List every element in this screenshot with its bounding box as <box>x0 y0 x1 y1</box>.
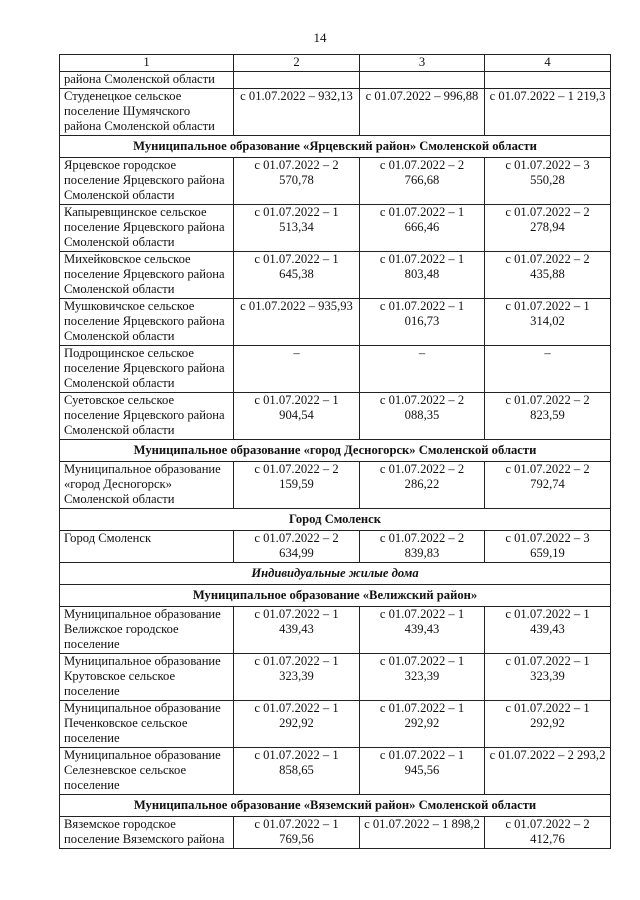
table-row <box>60 252 611 299</box>
tariff-value: – <box>485 346 611 393</box>
section-heading-row <box>60 585 611 607</box>
tariff-value: – <box>234 346 360 393</box>
table-row <box>60 346 611 393</box>
column-header: 3 <box>360 55 485 72</box>
tariff-value: с 01.07.2022 – 1 858,65 <box>234 748 360 795</box>
municipality-name: Муниципальное образование «город Десногорск» Смоленской области <box>60 462 234 509</box>
municipality-name: Муниципальное образование Селезневское сельское поселение <box>60 748 234 795</box>
tariff-value: с 01.07.2022 – 2 766,68 <box>360 158 485 205</box>
municipality-name: Михейковское сельское поселение Ярцевского района Смоленской области <box>60 252 234 299</box>
section-heading-row <box>60 440 611 462</box>
tariff-value: с 01.07.2022 – 1 314,02 <box>485 299 611 346</box>
tariff-value: с 01.07.2022 – 1 016,73 <box>360 299 485 346</box>
tariff-table <box>59 54 611 849</box>
section-heading: Индивидуальные жилые дома <box>60 563 611 585</box>
tariff-value: с 01.07.2022 – 1 292,92 <box>485 701 611 748</box>
page-number: 14 <box>313 30 327 45</box>
tariff-value: с 01.07.2022 – 2 823,59 <box>485 393 611 440</box>
tariff-value: с 01.07.2022 – 3 550,28 <box>485 158 611 205</box>
tariff-value: с 01.07.2022 – 1 769,56 <box>234 817 360 849</box>
municipality-name: Муниципальное образование Велижское городское поселение <box>60 607 234 654</box>
municipality-name: Студенецкое сельское поселение Шумячского района Смоленской области <box>60 89 234 136</box>
section-heading-row <box>60 795 611 817</box>
section-heading: Город Смоленск <box>60 509 611 531</box>
municipality-name: Ярцевское городское поселение Ярцевского района Смоленской области <box>60 158 234 205</box>
column-header: 4 <box>485 55 611 72</box>
section-heading-row <box>60 136 611 158</box>
tariff-value: с 01.07.2022 – 3 659,19 <box>485 531 611 563</box>
tariff-value: с 01.07.2022 – 1 292,92 <box>234 701 360 748</box>
tariff-value: с 01.07.2022 – 2 634,99 <box>234 531 360 563</box>
tariff-value: с 01.07.2022 – 932,13 <box>234 89 360 136</box>
table-row <box>60 531 611 563</box>
section-heading: Муниципальное образование «Вяземский район» Смоленской области <box>60 795 611 817</box>
municipality-name: Муниципальное образование Печенковское сельское поселение <box>60 701 234 748</box>
column-header: 1 <box>60 55 234 72</box>
tariff-value: с 01.07.2022 – 935,93 <box>234 299 360 346</box>
column-header: 2 <box>234 55 360 72</box>
section-heading-row <box>60 509 611 531</box>
section-heading-row <box>60 563 611 585</box>
tariff-value: с 01.07.2022 – 2 839,83 <box>360 531 485 563</box>
tariff-value: с 01.07.2022 – 2 088,35 <box>360 393 485 440</box>
tariff-value: с 01.07.2022 – 1 439,43 <box>234 607 360 654</box>
section-heading: Муниципальное образование «город Десногорск» Смоленской области <box>60 440 611 462</box>
tariff-value: с 01.07.2022 – 1 666,46 <box>360 205 485 252</box>
table-row <box>60 701 611 748</box>
tariff-value: с 01.07.2022 – 1 323,39 <box>485 654 611 701</box>
tariff-value: с 01.07.2022 – 2 792,74 <box>485 462 611 509</box>
table-row <box>60 393 611 440</box>
tariff-value: с 01.07.2022 – 1 945,56 <box>360 748 485 795</box>
tariff-value: с 01.07.2022 – 1 439,43 <box>485 607 611 654</box>
tariff-value: с 01.07.2022 – 2 278,94 <box>485 205 611 252</box>
section-heading: Муниципальное образование «Ярцевский район» Смоленской области <box>60 136 611 158</box>
table-row <box>60 748 611 795</box>
tariff-value: с 01.07.2022 – 1 645,38 <box>234 252 360 299</box>
tariff-value: с 01.07.2022 – 1 904,54 <box>234 393 360 440</box>
tariff-value <box>234 72 360 89</box>
tariff-value: с 01.07.2022 – 2 435,88 <box>485 252 611 299</box>
tariff-value: с 01.07.2022 – 1 323,39 <box>234 654 360 701</box>
tariff-value: с 01.07.2022 – 1 292,92 <box>360 701 485 748</box>
table-row <box>60 205 611 252</box>
tariff-value: с 01.07.2022 – 2 293,2 <box>485 748 611 795</box>
municipality-name: Город Смоленск <box>60 531 234 563</box>
tariff-value: с 01.07.2022 – 2 159,59 <box>234 462 360 509</box>
tariff-value: с 01.07.2022 – 996,88 <box>360 89 485 136</box>
municipality-name: Муниципальное образование Крутовское сельское поселение <box>60 654 234 701</box>
tariff-value: с 01.07.2022 – 2 412,76 <box>485 817 611 849</box>
tariff-value: с 01.07.2022 – 1 898,2 <box>360 817 485 849</box>
municipality-name: Мушковичское сельское поселение Ярцевского района Смоленской области <box>60 299 234 346</box>
tariff-value: с 01.07.2022 – 1 219,3 <box>485 89 611 136</box>
table-row <box>60 89 611 136</box>
tariff-value: с 01.07.2022 – 2 286,22 <box>360 462 485 509</box>
table-row <box>60 462 611 509</box>
tariff-value: – <box>360 346 485 393</box>
tariff-value: с 01.07.2022 – 1 439,43 <box>360 607 485 654</box>
table-row <box>60 72 611 89</box>
municipality-name: Суетовское сельское поселение Ярцевского района Смоленской области <box>60 393 234 440</box>
table-row <box>60 654 611 701</box>
tariff-value <box>360 72 485 89</box>
tariff-value: с 01.07.2022 – 1 803,48 <box>360 252 485 299</box>
municipality-name: Вяземское городское поселение Вяземского района <box>60 817 234 849</box>
municipality-name: Капыревщинское сельское поселение Ярцевского района Смоленской области <box>60 205 234 252</box>
tariff-value: с 01.07.2022 – 1 323,39 <box>360 654 485 701</box>
section-heading: Муниципальное образование «Велижский район» <box>60 585 611 607</box>
table-row <box>60 299 611 346</box>
tariff-value: с 01.07.2022 – 1 513,34 <box>234 205 360 252</box>
table-row <box>60 158 611 205</box>
municipality-name: района Смоленской области <box>60 72 234 89</box>
table-row <box>60 607 611 654</box>
tariff-value: с 01.07.2022 – 2 570,78 <box>234 158 360 205</box>
column-header-row <box>60 55 611 72</box>
municipality-name: Подрощинское сельское поселение Ярцевского района Смоленской области <box>60 346 234 393</box>
table-row <box>60 817 611 849</box>
tariff-value <box>485 72 611 89</box>
